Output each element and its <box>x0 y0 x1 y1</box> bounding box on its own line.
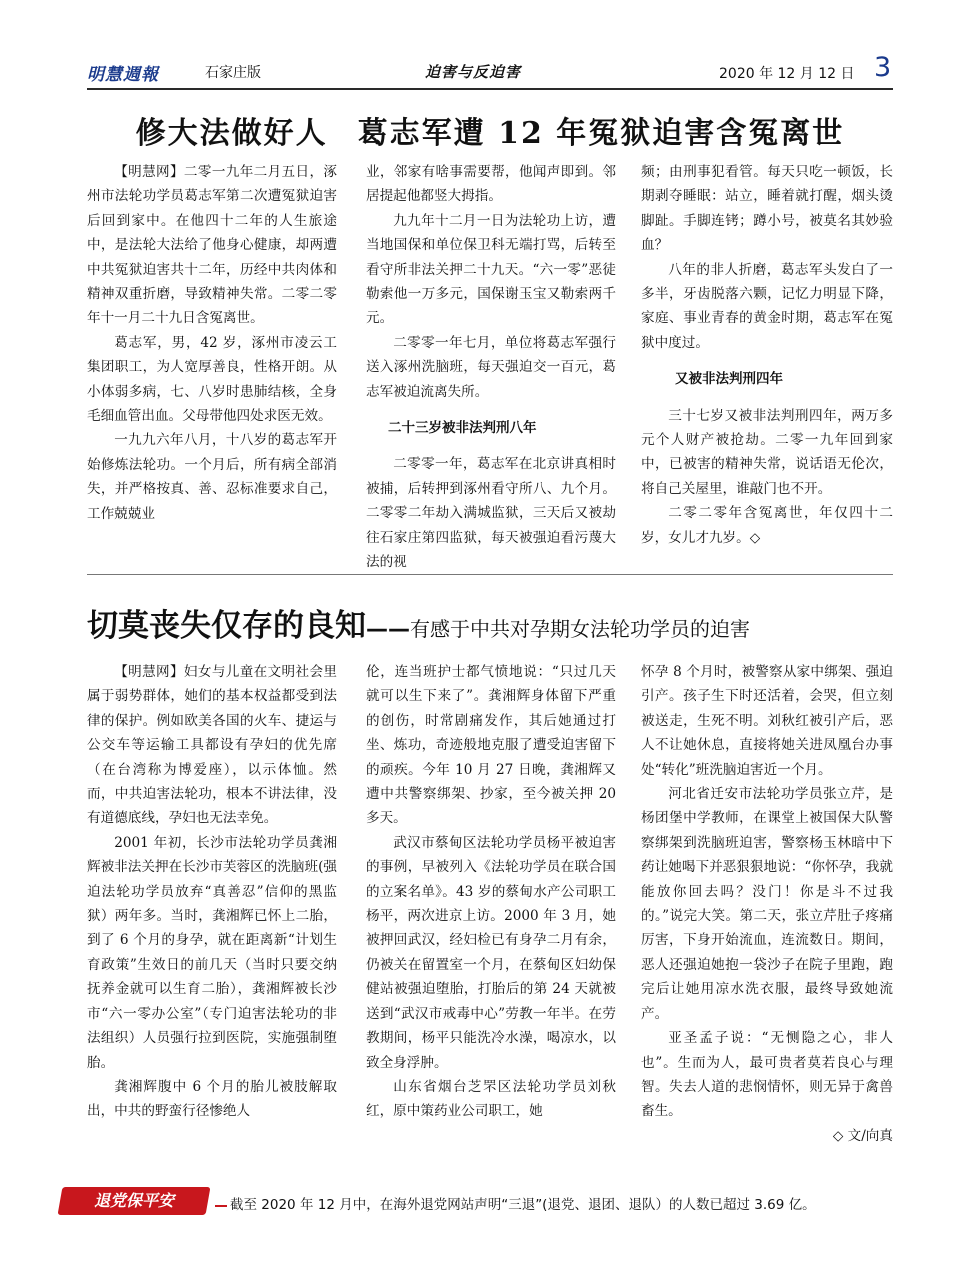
paragraph: 八年的非人折磨，葛志军头发白了一多半，牙齿脱落六颗，记忆力明显下降，家庭、事业青春的黄金时期，葛志军在冤狱中度过。 <box>641 261 893 351</box>
article2-headline <box>87 600 893 645</box>
section-title: 迫害与反迫害 <box>425 63 522 81</box>
paragraph: 武汉市蔡甸区法轮功学员杨平被迫害的事例，早被列入《法轮功学员在联合国的立案名单》。43 岁的蔡甸水产公司职工杨平，两次进京上访。2000 年 3 月，她被押回武汉，经妇检已有身孕二月有余，仍被关在留置室一个月，在蔡甸区妇幼保健站被强迫堕胎，打胎后的第 24 天就被送到“武汉市戒毒中心”劳教一年半。在劳教期间，杨平只能洗冷水澡，喝凉水，以致全身浮肿。 <box>366 834 616 1071</box>
footer-banner <box>60 1183 893 1223</box>
masthead: 明慧週報 <box>87 65 159 85</box>
paragraph: 九九年十二月一日为法轮功上访，遭当地国保和单位保卫科无端打骂，后转至看守所非法关押二十九天。“六一零”恶徒勒索他一万多元，国保谢玉宝又勒索两千元。 <box>366 212 616 327</box>
paragraph: 三十七岁又被非法判刑四年，两万多元个人财产被抢劫。二零一九年回到家中，已被害的精神失常，说话语无伦次，将自己关屋里，谁敲门也不开。 <box>641 407 893 497</box>
article1-title-a: 修大法做好人 <box>135 116 328 151</box>
paragraph: 【明慧网】二零一九年二月五日，涿州市法轮功学员葛志军第二次遭冤狱迫害后回到家中。在他四十二年的人生旅途中，是法轮大法给了他身心健康，却两遭中共冤狱迫害共十二年，历经中共肉体和精神双重折磨，导致精神失常。二零二零年十一月二十九日含冤离世。 <box>87 164 337 327</box>
subheading: 又被非法判刑四年 <box>675 371 783 388</box>
paragraph: 2001 年初，长沙市法轮功学员龚湘辉被非法关押在长沙市芙蓉区的洗脑班(强迫法轮功学员放弃“真善忍”信仰的黑监狱）两年多。当时，龚湘辉已怀上二胎，到了 6 个月的身孕，就在距离新“计划生育政策”生效日的前几天（当时只要交纳抚养金就可以生育二胎），龚湘辉被长沙市“六一零办公室”（专门迫害法轮功的非法组织）人员强行拉到医院，实施强制堕胎。 <box>87 834 337 1071</box>
paragraph: 【明慧网】妇女与儿童在文明社会里属于弱势群体，她们的基本权益都受到法律的保护。例如欧美各国的火车、捷运与公交车等运输工具都设有孕妇的优先席（在台湾称为博爱座），以示体恤。然而，中共迫害法轮功，根本不讲法律，没有道德底线，孕妇也无法幸免。 <box>87 664 337 827</box>
subheading: 二十三岁被非法判刑八年 <box>388 420 537 437</box>
paragraph: 河北省迁安市法轮功学员张立芹，是杨团堡中学教师，在课堂上被国保大队警察绑架到洗脑班迫害，警察杨玉林暗中下药让她喝下并恶狠狠地说：“你怀孕，我就能放你回去吗？没门！你是斗不过我的。”说完大笑。第二天，张立芹肚子疼痛厉害，下身开始流血，连流数日。期间，恶人还强迫她抱一袋沙子在院子里跑，跑完后让她用凉水洗衣服，最终导致她流产。 <box>641 786 893 1022</box>
paragraph: 山东省烟台芝罘区法轮功学员刘秋红，原中策药业公司职工，她 <box>366 1078 616 1120</box>
paragraph: 业，邻家有啥事需要帮，他闻声即到。邻居提起他都竖大拇指。 <box>366 164 616 205</box>
footer-accent-line <box>215 1205 227 1207</box>
article-divider <box>87 574 893 575</box>
footer-text: 截至 2020 年 12 月中，在海外退党网站声明“三退”(退党、退团、退队）的人数已超过 3.69 亿。 <box>230 1197 816 1213</box>
article2-column-2 <box>366 660 616 1124</box>
article1-column-2 <box>366 160 616 575</box>
paragraph: 亚圣孟子说：“无恻隐之心，非人也”。生而为人，最可贵者莫若良心与理智。失去人道的悲悯情怀，则无异于禽兽畜生。 <box>641 1030 893 1120</box>
header-rule <box>87 88 893 90</box>
article1-headline <box>87 108 893 152</box>
article2-title-sub: 有感于中共对孕期女法轮功学员的迫害 <box>410 617 750 641</box>
page-number: 3 <box>874 52 892 83</box>
article1-column-3 <box>641 160 893 550</box>
paragraph: 伦，连当班护士都气愤地说：“只过几天就可以生下来了”。龚湘辉身体留下严重的创伤，时常剧痛发作，其后她通过打坐、炼功，奇迹般地克服了遭受迫害留下的顽疾。今年 10 月 27 日晚，龚湘辉又遭中共警察绑架、抄家，至今被关押 20 多天。 <box>366 664 616 827</box>
paragraph: 频；由刑事犯看管。每天只吃一顿饭，长期剥夺睡眠：站立，睡着就打醒，烟头烫脚趾。手脚连铐；蹲小号，被莫名其妙验血？ <box>641 164 893 254</box>
page-header <box>87 52 893 90</box>
article1-title-b: 葛志军遭 12 年冤狱迫害含冤离世 <box>357 116 845 151</box>
article2-title-main: 切莫丧失仅存的良知 <box>87 608 366 644</box>
article1-column-1 <box>87 160 337 526</box>
issue-date: 2020 年 12 月 12 日 <box>719 66 855 82</box>
paragraph: 龚湘辉腹中 6 个月的胎儿被肢解取出，中共的野蛮行径惨绝人 <box>87 1078 337 1120</box>
paragraph: 一九九六年八月，十八岁的葛志军开始修炼法轮功。一个月后，所有病全部消失，并严格按真、善、忍标准要求自己，工作兢兢业 <box>87 432 337 522</box>
article2-column-3 <box>641 660 893 1148</box>
paragraph: 二零零一年，葛志军在北京讲真相时被捕，后转押到涿州看守所八、九个月。二零零二年劫入满城监狱，三天后又被劫往石家庄第四监狱，每天被强迫看污蔑大法的视 <box>366 456 616 571</box>
byline: ◇ 文/向真 <box>832 1127 893 1144</box>
article2-column-1 <box>87 660 337 1124</box>
paragraph: 二零二零年含冤离世，年仅四十二岁，女儿才九岁。◇ <box>641 505 893 546</box>
paragraph: 怀孕 8 个月时，被警察从家中绑架、强迫引产。孩子生下时还活着，会哭，但立刻被送走，生死不明。刘秋红被引产后，恶人不让她休息，直接将她关进凤凰台办事处“转化”班洗脑迫害近一个月。 <box>641 664 893 778</box>
paragraph: 葛志军，男，42 岁，涿州市凌云工集团职工，为人宽厚善良，性格开朗。从小体弱多病，七、八岁时患肺结核，全身毛细血管出血。父母带他四处求医无效。 <box>87 334 337 425</box>
edition-label: 石家庄版 <box>205 65 261 81</box>
footer-badge-label: 退党保平安 <box>93 1191 174 1210</box>
footer-badge <box>58 1187 211 1215</box>
article2-title-dash: —— <box>366 617 410 642</box>
paragraph: 二零零一年七月，单位将葛志军强行送入涿州洗脑班，每天强迫交一百元，葛志军被迫流离失所。 <box>366 334 616 400</box>
